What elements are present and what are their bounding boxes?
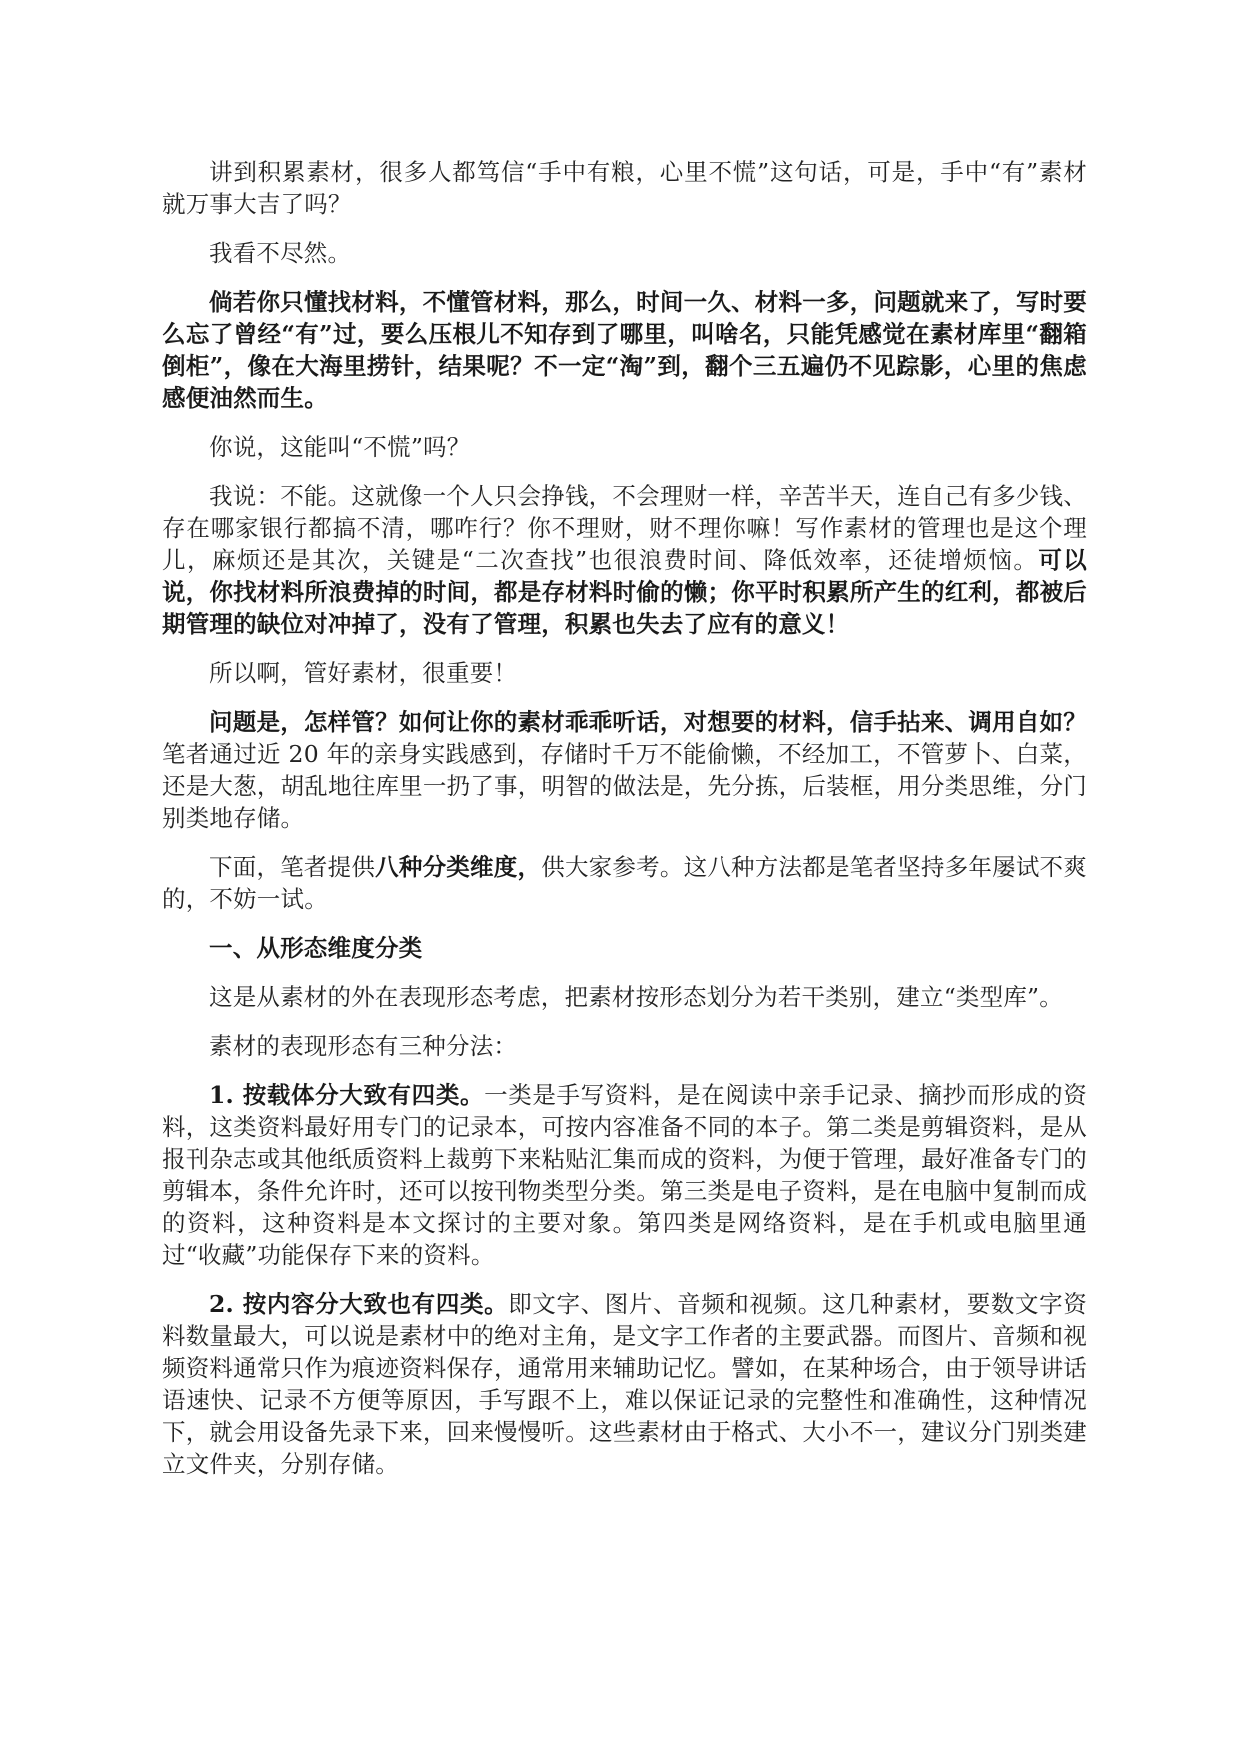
paragraph bbox=[162, 286, 1087, 414]
paragraph bbox=[162, 981, 1087, 1013]
bold-text-run: 可以说，你找材料所浪费掉的时间，都是存材料时偷的懒；你平时积累所产生的红利，都被后期管理的缺位对冲掉了，没有了管理，积累也失去了应有的意义！ bbox=[162, 546, 1087, 638]
text-run: 讲到积累素材，很多人都笃信“手中有粮，心里不慌”这句话，可是，手中“有”素材就万事大吉了吗？ bbox=[162, 158, 1087, 218]
bold-text-run: 一、从形态维度分类 bbox=[209, 934, 423, 962]
paragraph bbox=[162, 1030, 1087, 1062]
text-run: 我看不尽然。 bbox=[209, 239, 352, 267]
paragraph bbox=[162, 657, 1087, 689]
paragraph bbox=[162, 1288, 1087, 1480]
bold-text-run: 倘若你只懂找材料，不懂管材料，那么，时间一久、材料一多，问题就来了，写时要么忘了曾经“有”过，要么压根儿不知存到了哪里，叫啥名，只能凭感觉在素材库里“翻箱倒柜”，像在大海里捞针，结果呢？不一定“淘”到，翻个三五遍仍不见踪影，心里的焦虑感便油然而生。 bbox=[162, 288, 1087, 412]
paragraph bbox=[162, 156, 1087, 220]
text-run: 供大家参考。这八种方法都是笔者坚持多年屡试不爽的，不妨一试。 bbox=[162, 853, 1087, 913]
paragraph bbox=[162, 706, 1087, 834]
text-run: 素材的表现形态有三种分法： bbox=[209, 1032, 518, 1060]
paragraph bbox=[162, 851, 1087, 915]
text-run: 所以啊，管好素材，很重要！ bbox=[209, 659, 518, 687]
document-body bbox=[162, 156, 1087, 1497]
bold-text-run: 问题是，怎样管？如何让你的素材乖乖听话，对想要的材料，信手拈来、调用自如？ bbox=[209, 708, 1087, 736]
text-run: 笔者通过近 20 年的亲身实践感到，存储时千万不能偷懒，不经加工，不管萝卜、白菜，还是大葱，胡乱地往库里一扔了事，明智的做法是，先分拣，后装框，用分类思维，分门别类地存储。 bbox=[162, 740, 1087, 832]
text-run: 一类是手写资料，是在阅读中亲手记录、摘抄而形成的资料，这类资料最好用专门的记录本，可按内容准备不同的本子。第二类是剪辑资料，是从报刊杂志或其他纸质资料上裁剪下来粘贴汇集而成的资料，为便于管理，最好准备专门的剪辑本，条件允许时，还可以按刊物类型分类。第三类是电子资料，是在电脑中复制而成的资料，这种资料是本文探讨的主要对象。第四类是网络资料，是在手机或电脑里通过“收藏”功能保存下来的资料。 bbox=[162, 1081, 1087, 1269]
text-run: 我说：不能。这就像一个人只会挣钱，不会理财一样，辛苦半天，连自己有多少钱、存在哪家银行都搞不清，哪咋行？你不理财，财不理你嘛！写作素材的管理也是这个理儿，麻烦还是其次，关键是“二次查找”也很浪费时间、降低效率，还徒增烦恼。 bbox=[162, 482, 1087, 574]
paragraph bbox=[162, 237, 1087, 269]
text-run: 你说，这能叫“不慌”吗？ bbox=[209, 433, 471, 461]
text-run: 下面，笔者提供 bbox=[209, 853, 376, 881]
section-heading bbox=[162, 932, 1087, 964]
paragraph bbox=[162, 431, 1087, 463]
paragraph bbox=[162, 480, 1087, 640]
bold-text-run: 八种分类维度， bbox=[375, 853, 542, 881]
text-run: 即文字、图片、音频和视频。这几种素材，要数文字资料数量最大，可以说是素材中的绝对主角，是文字工作者的主要武器。而图片、音频和视频资料通常只作为痕迹资料保存，通常用来辅助记忆。譬如，在某种场合，由于领导讲话语速快、记录不方便等原因，手写跟不上，难以保证记录的完整性和准确性，这种情况下，就会用设备先录下来，回来慢慢听。这些素材由于格式、大小不一，建议分门别类建立文件夹，分别存储。 bbox=[162, 1290, 1087, 1478]
bold-text-run: 1. 按载体分大致有四类。 bbox=[209, 1081, 485, 1109]
text-run: 这是从素材的外在表现形态考虑，把素材按形态划分为若干类别，建立“类型库”。 bbox=[209, 983, 1063, 1011]
paragraph bbox=[162, 1079, 1087, 1271]
bold-text-run: 2. 按内容分大致也有四类。 bbox=[209, 1290, 509, 1318]
